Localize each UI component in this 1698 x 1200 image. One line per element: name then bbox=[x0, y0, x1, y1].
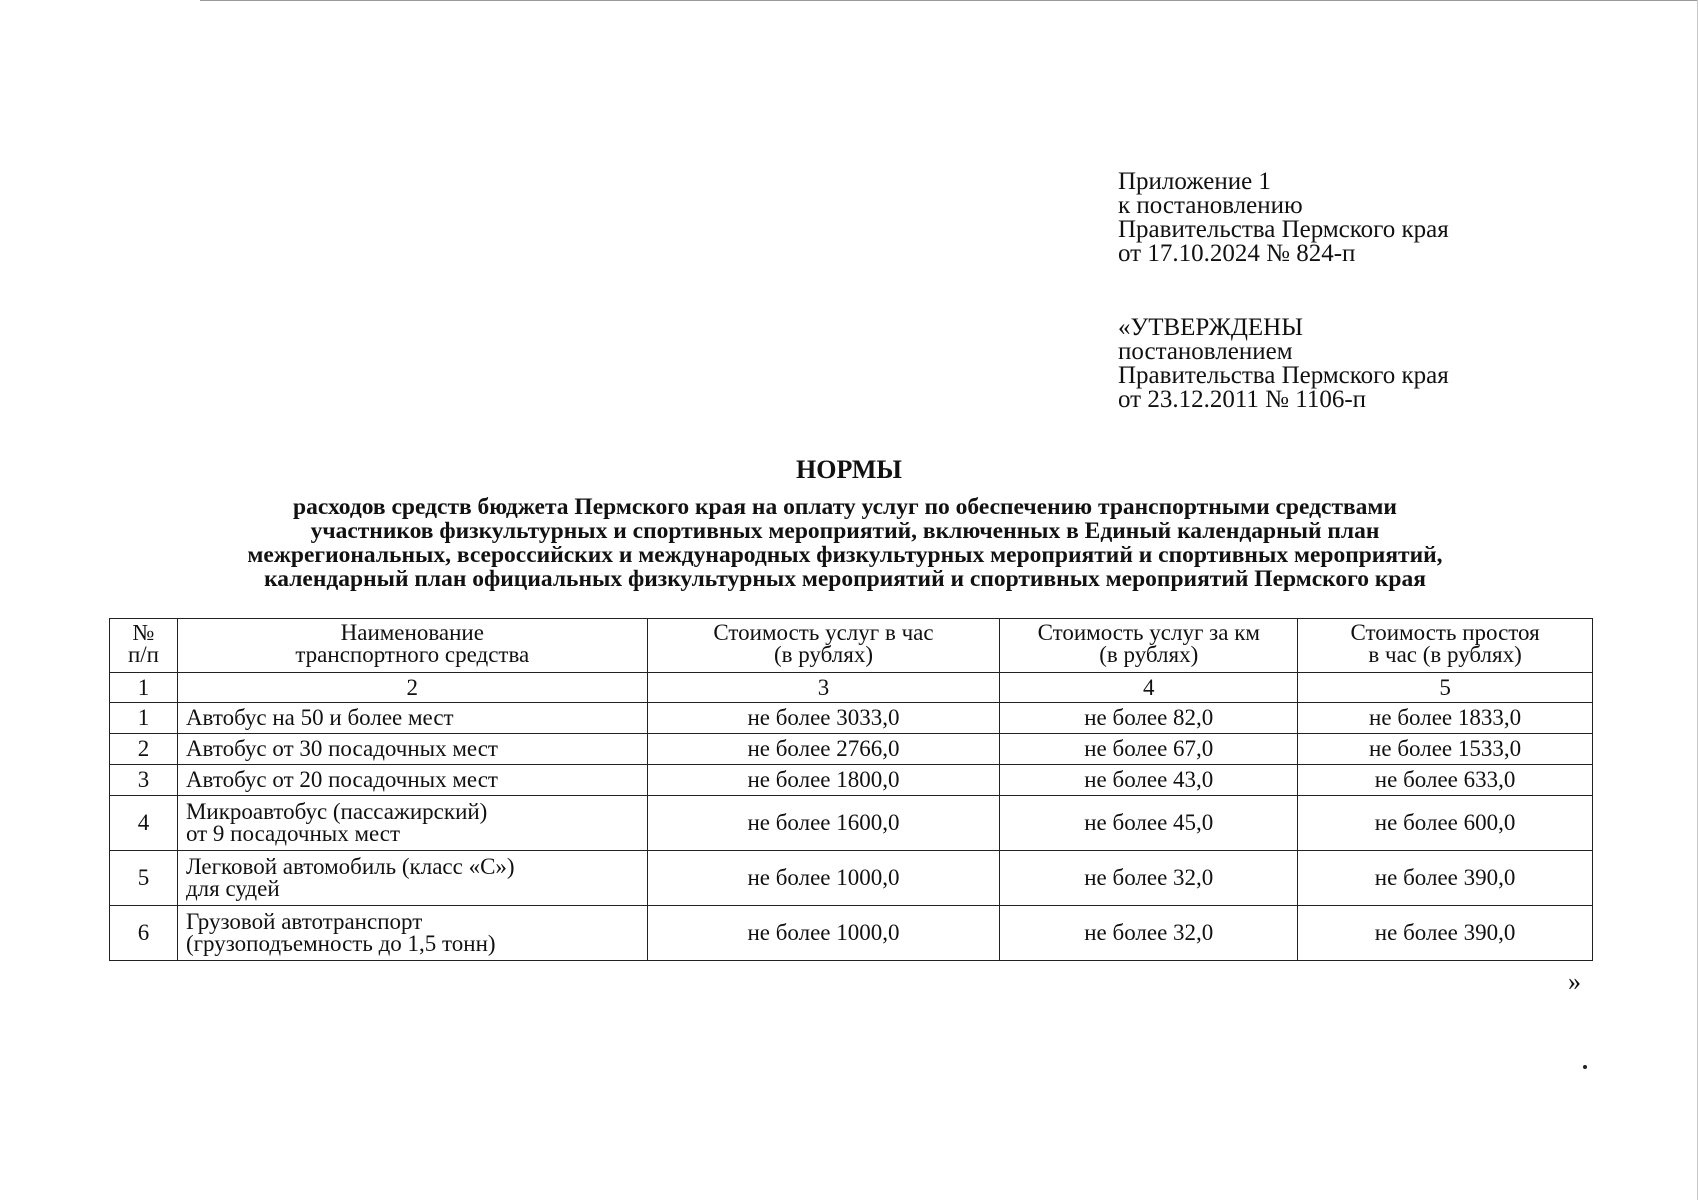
column-number: 5 bbox=[1298, 673, 1593, 703]
cost-per-km: не более 32,0 bbox=[1000, 906, 1298, 961]
row-number: 5 bbox=[110, 851, 178, 906]
idle-cost: не более 390,0 bbox=[1298, 851, 1593, 906]
approved-line-2: постановлением bbox=[1118, 338, 1293, 365]
scan-speck bbox=[1583, 1065, 1587, 1069]
subtitle-line-2: участников физкультурных и спортивных мероприятий, включенных в Единый календарный план bbox=[310, 518, 1380, 544]
row-number: 4 bbox=[110, 796, 178, 851]
table-row bbox=[110, 734, 1593, 765]
row-number: 1 bbox=[110, 703, 178, 734]
vehicle-name: Автобус от 30 посадочных мест bbox=[177, 734, 647, 765]
subtitle-line-1: расходов средств бюджета Пермского края на оплату услуг по обеспечению транспортными средствами bbox=[293, 494, 1397, 520]
idle-cost: не более 1533,0 bbox=[1298, 734, 1593, 765]
cost-per-hour: не более 1800,0 bbox=[647, 765, 1000, 796]
document-subtitle bbox=[120, 495, 1570, 591]
closing-quote: » bbox=[1568, 967, 1581, 996]
cost-per-hour: не более 1000,0 bbox=[647, 906, 1000, 961]
cost-per-km: не более 43,0 bbox=[1000, 765, 1298, 796]
table-row bbox=[110, 796, 1593, 851]
appendix-line-3: Правительства Пермского края bbox=[1118, 216, 1449, 243]
idle-cost: не более 1833,0 bbox=[1298, 703, 1593, 734]
scan-edge-top bbox=[200, 0, 1698, 1]
header-cost-per-hour: Стоимость услуг в час (в рублях) bbox=[647, 619, 1000, 673]
header-idle-cost: Стоимость простоя в час (в рублях) bbox=[1298, 619, 1593, 673]
cost-per-hour: не более 3033,0 bbox=[647, 703, 1000, 734]
vehicle-name: Микроавтобус (пассажирский) от 9 посадочных мест bbox=[177, 796, 647, 851]
column-number: 4 bbox=[1000, 673, 1298, 703]
column-number: 2 bbox=[177, 673, 647, 703]
appendix-line-4: от 17.10.2024 № 824-п bbox=[1118, 240, 1356, 267]
subtitle-line-3: межрегиональных, всероссийских и международных физкультурных мероприятий и спортивных мероприятий, bbox=[247, 542, 1443, 568]
appendix-line-2: к постановлению bbox=[1118, 192, 1303, 219]
approved-line-1: «УТВЕРЖДЕНЫ bbox=[1118, 314, 1304, 341]
appendix-block bbox=[1118, 170, 1449, 266]
header-number: № п/п bbox=[110, 619, 178, 673]
column-number-row bbox=[110, 673, 1593, 703]
subtitle-line-4: календарный план официальных физкультурных мероприятий и спортивных мероприятий Пермского края bbox=[264, 566, 1426, 592]
column-number: 1 bbox=[110, 673, 178, 703]
vehicle-name: Грузовой автотранспорт (грузоподъемность до 1,5 тонн) bbox=[177, 906, 647, 961]
column-number: 3 bbox=[647, 673, 1000, 703]
cost-per-km: не более 67,0 bbox=[1000, 734, 1298, 765]
vehicle-name: Автобус на 50 и более мест bbox=[177, 703, 647, 734]
idle-cost: не более 600,0 bbox=[1298, 796, 1593, 851]
row-number: 6 bbox=[110, 906, 178, 961]
cost-per-hour: не более 1600,0 bbox=[647, 796, 1000, 851]
table-row bbox=[110, 851, 1593, 906]
table-row bbox=[110, 906, 1593, 961]
cost-per-km: не более 82,0 bbox=[1000, 703, 1298, 734]
document-title: НОРМЫ bbox=[796, 455, 902, 484]
idle-cost: не более 390,0 bbox=[1298, 906, 1593, 961]
header-cost-per-km: Стоимость услуг за км (в рублях) bbox=[1000, 619, 1298, 673]
vehicle-name: Автобус от 20 посадочных мест bbox=[177, 765, 647, 796]
approved-line-4: от 23.12.2011 № 1106-п bbox=[1118, 386, 1367, 413]
header-vehicle-name: Наименование транспортного средства bbox=[177, 619, 647, 673]
approved-line-3: Правительства Пермского края bbox=[1118, 362, 1449, 389]
row-number: 2 bbox=[110, 734, 178, 765]
cost-per-km: не более 32,0 bbox=[1000, 851, 1298, 906]
norms-table bbox=[109, 618, 1593, 961]
table-row bbox=[110, 765, 1593, 796]
cost-per-km: не более 45,0 bbox=[1000, 796, 1298, 851]
approved-block bbox=[1118, 316, 1449, 412]
cost-per-hour: не более 1000,0 bbox=[647, 851, 1000, 906]
appendix-line-1: Приложение 1 bbox=[1118, 168, 1271, 195]
cost-per-hour: не более 2766,0 bbox=[647, 734, 1000, 765]
row-number: 3 bbox=[110, 765, 178, 796]
table-row bbox=[110, 703, 1593, 734]
table-header-row bbox=[110, 619, 1593, 673]
vehicle-name: Легковой автомобиль (класс «С») для судей bbox=[177, 851, 647, 906]
idle-cost: не более 633,0 bbox=[1298, 765, 1593, 796]
